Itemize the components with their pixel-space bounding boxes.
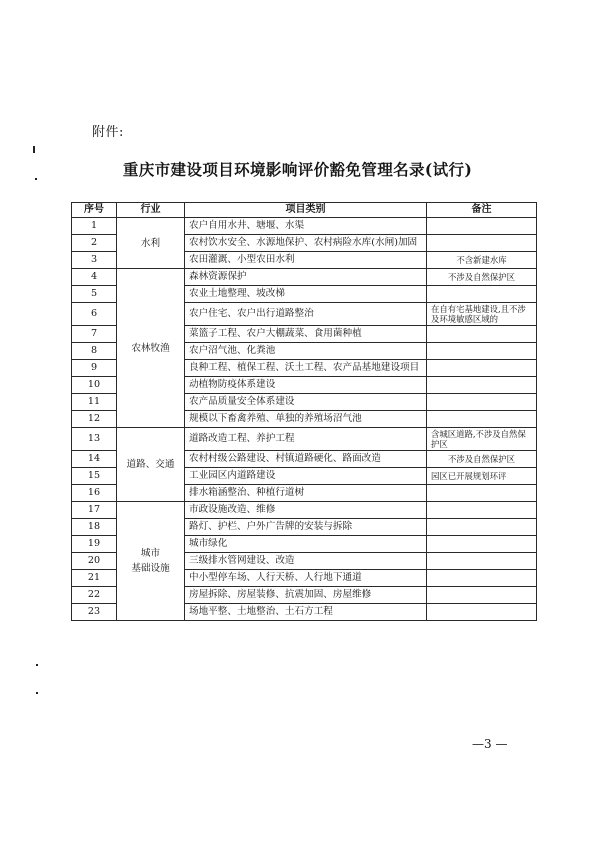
header-no: 序号 xyxy=(72,203,117,218)
row-category: 良种工程、植保工程、沃土工程、农产品基地建设项目 xyxy=(185,360,427,377)
row-note: 园区已开展规划环评 xyxy=(427,468,537,485)
row-note xyxy=(427,360,537,377)
row-no: 1 xyxy=(72,218,117,235)
row-note: 不含新建水库 xyxy=(427,252,537,269)
row-no: 21 xyxy=(72,570,117,587)
row-category: 城市绿化 xyxy=(185,536,427,553)
row-note xyxy=(427,587,537,604)
row-no: 11 xyxy=(72,394,117,411)
row-note xyxy=(427,553,537,570)
header-note: 备注 xyxy=(427,203,537,218)
attachment-label: 附件: xyxy=(92,125,124,140)
scan-mark xyxy=(36,692,38,694)
industry-water: 水利 xyxy=(117,218,185,269)
header-category: 项目类别 xyxy=(185,203,427,218)
industry-agriculture: 农林牧渔 xyxy=(117,269,185,428)
row-note xyxy=(427,570,537,587)
row-category: 工业园区内道路建设 xyxy=(185,468,427,485)
row-category: 房屋拆除、房屋装修、抗震加固、房屋维修 xyxy=(185,587,427,604)
row-category: 道路改造工程、养护工程 xyxy=(185,428,427,451)
row-no: 12 xyxy=(72,411,117,428)
row-category: 农村饮水安全、水源地保护、农村病险水库(水闸)加固 xyxy=(185,235,427,252)
row-no: 10 xyxy=(72,377,117,394)
row-category: 森林资源保护 xyxy=(185,269,427,286)
row-note: 在自有宅基地建设,且不涉及环境敏感区域的 xyxy=(427,303,537,326)
row-no: 3 xyxy=(72,252,117,269)
row-note xyxy=(427,235,537,252)
row-category: 农户住宅、农户出行道路整治 xyxy=(185,303,427,326)
scan-mark xyxy=(36,664,38,666)
table-row xyxy=(72,502,537,519)
row-no: 5 xyxy=(72,286,117,303)
table-header-row xyxy=(72,203,537,218)
row-no: 16 xyxy=(72,485,117,502)
row-note xyxy=(427,604,537,621)
row-category: 农户沼气池、化粪池 xyxy=(185,343,427,360)
row-no: 18 xyxy=(72,519,117,536)
row-category: 农业土地整理、坡改梯 xyxy=(185,286,427,303)
row-category: 排水箱涵整治、种植行道树 xyxy=(185,485,427,502)
scan-mark xyxy=(35,178,37,180)
row-note xyxy=(427,536,537,553)
row-category: 市政设施改造、维修 xyxy=(185,502,427,519)
row-category: 中小型停车场、人行天桥、人行地下通道 xyxy=(185,570,427,587)
row-no: 8 xyxy=(72,343,117,360)
row-note xyxy=(427,286,537,303)
row-category: 场地平整、土地整治、土石方工程 xyxy=(185,604,427,621)
industry-city-infrastructure xyxy=(117,502,185,621)
row-no: 14 xyxy=(72,451,117,468)
row-note: 含城区道路,不涉及自然保护区 xyxy=(427,428,537,451)
industry-city-line1: 城市 xyxy=(140,548,161,559)
document-title: 重庆市建设项目环境影响评价豁免管理名录(试行) xyxy=(122,160,473,179)
row-category: 农户自用水井、塘堰、水渠 xyxy=(185,218,427,235)
row-no: 7 xyxy=(72,326,117,343)
page-number: —3 — xyxy=(472,737,508,751)
row-note xyxy=(427,519,537,536)
table-row xyxy=(72,428,537,451)
row-category: 路灯、护栏、户外广告牌的安装与拆除 xyxy=(185,519,427,536)
row-category: 农村村级公路建设、村镇道路硬化、路面改造 xyxy=(185,451,427,468)
row-note xyxy=(427,411,537,428)
row-note xyxy=(427,343,537,360)
row-category: 动植物防疫体系建设 xyxy=(185,377,427,394)
row-no: 19 xyxy=(72,536,117,553)
row-category: 三级排水管网建设、改造 xyxy=(185,553,427,570)
row-note xyxy=(427,502,537,519)
table-row xyxy=(72,218,537,235)
row-no: 17 xyxy=(72,502,117,519)
row-no: 6 xyxy=(72,303,117,326)
row-category: 规模以下畜禽养殖、单独的养殖场沼气池 xyxy=(185,411,427,428)
row-no: 9 xyxy=(72,360,117,377)
row-no: 20 xyxy=(72,553,117,570)
row-no: 13 xyxy=(72,428,117,451)
row-note xyxy=(427,377,537,394)
row-no: 23 xyxy=(72,604,117,621)
exemption-table xyxy=(71,202,537,621)
row-no: 15 xyxy=(72,468,117,485)
row-no: 2 xyxy=(72,235,117,252)
industry-road-transport: 道路、交通 xyxy=(117,428,185,502)
row-note: 不涉及自然保护区 xyxy=(427,269,537,286)
row-category: 农田灌溉、小型农田水利 xyxy=(185,252,427,269)
row-no: 4 xyxy=(72,269,117,286)
row-note: 不涉及自然保护区 xyxy=(427,451,537,468)
row-category: 菜篮子工程、农户大棚蔬菜、食用菌种植 xyxy=(185,326,427,343)
header-industry: 行业 xyxy=(117,203,185,218)
table-row xyxy=(72,269,537,286)
scan-mark xyxy=(33,146,35,153)
row-note xyxy=(427,326,537,343)
row-note xyxy=(427,485,537,502)
row-no: 22 xyxy=(72,587,117,604)
row-category: 农产品质量安全体系建设 xyxy=(185,394,427,411)
row-note xyxy=(427,394,537,411)
industry-city-line2: 基础设施 xyxy=(131,563,170,574)
row-note xyxy=(427,218,537,235)
